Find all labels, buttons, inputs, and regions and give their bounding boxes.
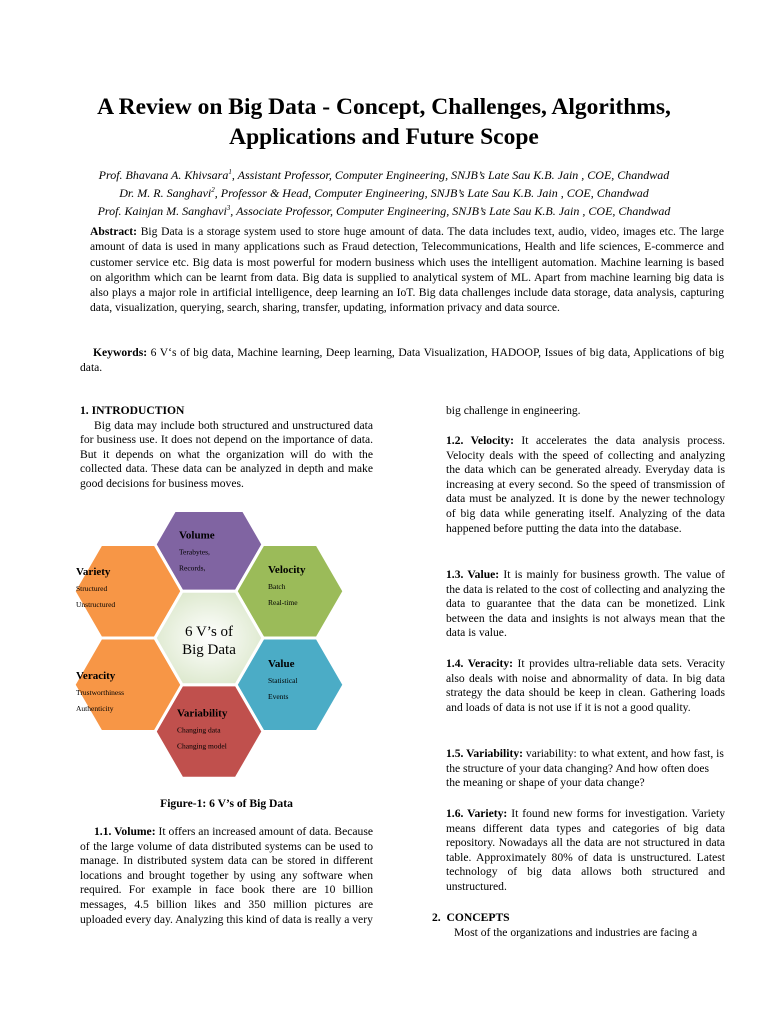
hex-title: Volume xyxy=(179,529,215,542)
variety-text: It found new forms for investigation. Variety means different data types and categories of big data repository. Nowadays all the data are not structured in data table. Approximately 80% of data is unstructured. Latest technology of big data allows both structured and unstructured. xyxy=(446,807,726,893)
hex-line-1: Statistical xyxy=(268,675,298,685)
volume-continued-text: big challenge in engineering. xyxy=(446,404,581,417)
concepts-title: CONCEPTS xyxy=(446,911,510,924)
intro-heading: 1. INTRODUCTION xyxy=(80,404,185,417)
center-label-line-2: Big Data xyxy=(182,642,236,658)
author-sup: 1 xyxy=(228,168,232,176)
hex-title: Velocity xyxy=(268,564,306,577)
paper-title xyxy=(40,92,728,152)
keywords-label: Keywords: xyxy=(93,346,148,359)
hex-title: Variety xyxy=(76,566,111,579)
author-affiliation: , Associate Professor, Computer Engineering, SNJB’s Late Sau K.B. Jain , COE, Chandwad xyxy=(230,204,671,218)
section-veracity xyxy=(446,657,725,715)
velocity-text: It accelerates the data analysis process. Velocity deals with the speed of collecting and analyzing the data which can be generated already. Everyday data is increasing at every second. So the speed of transmission of data must be analyzed. It is done by the newer technology of big data while generating itself. Analyzing of the data happened before putting the data into the database. xyxy=(446,434,726,535)
hex-title: Veracity xyxy=(76,669,116,682)
hex-line-1: Changing data xyxy=(177,725,221,735)
concepts-heading xyxy=(432,911,725,926)
volume-text: It offers an increased amount of data. Because of the large volume of data distributed systems can be used to manage. In distributed system data can be stored in different locations and brought together by using any software when required. For example in face book there are 10 billion messages, 4.5 billion likes and 350 million pictures are uploaded every day. Analyzing this kind of data is really a very xyxy=(80,825,373,926)
hex-title: Variability xyxy=(177,707,228,720)
title-line-1: A Review on Big Data - Concept, Challenges, Algorithms, xyxy=(97,94,671,120)
hex-line-2: Unstructured xyxy=(76,600,116,610)
figure-6vs-diagram xyxy=(66,512,366,782)
volume-label: 1.1. Volume: xyxy=(94,825,156,838)
keywords xyxy=(80,345,724,376)
concepts-number: 2. xyxy=(432,911,441,924)
section-volume xyxy=(80,825,373,927)
intro-text: Big data may include both structured and unstructured data for business use. It does not depend on the importance of data. But it depends on what the organization will do with the collected data. These data can be analyzed in depth and make good decisions for business moves. xyxy=(80,418,373,490)
center-label-line-1: 6 V’s of xyxy=(184,624,234,640)
section-value xyxy=(446,568,725,641)
hex-line-1: Trustworthiness xyxy=(76,687,125,697)
section-variability xyxy=(446,747,725,791)
hex-line-1: Batch xyxy=(268,582,286,592)
author-3 xyxy=(40,201,728,219)
author-affiliation: , Professor & Head, Computer Engineering, SNJB’s Late Sau K.B. Jain , COE, Chandwad xyxy=(214,186,649,200)
hex-line-1: Terabytes, xyxy=(179,547,210,557)
concepts-text: Most of the organizations and industries are facing a xyxy=(454,925,698,939)
abstract xyxy=(90,224,724,316)
velocity-label: 1.2. Velocity: xyxy=(446,434,514,447)
author-name: Dr. M. R. Sanghavi xyxy=(119,186,212,200)
keywords-text: 6 V‘s of big data, Machine learning, Deep learning, Data Visualization, HADOOP, Issues of big data, Applications of big data. xyxy=(80,346,724,375)
hex-line-1: Structured xyxy=(76,584,108,594)
hex-line-2: Changing model xyxy=(177,741,227,751)
section-introduction xyxy=(80,404,373,492)
author-list xyxy=(40,165,728,219)
author-name: Prof. Bhavana A. Khivsara xyxy=(98,168,229,182)
author-1 xyxy=(40,165,728,183)
hex-title: Value xyxy=(268,657,295,670)
variety-label: 1.6. Variety: xyxy=(446,807,508,820)
hex-line-2: Authenticity xyxy=(76,703,114,713)
value-text: It is mainly for business growth. The value of the data is related to the cost of collecting and analyzing the data to guarantee that the data can be monetized. Link between the data and insights is not always mean that the data is value. xyxy=(446,568,725,640)
veracity-text: It provides ultra-reliable data sets. Veracity also deals with noise and abnormality of data. In big data strategy the data should be keep in clean. Gathering loads and loads of data is not use if it is not a good quality. xyxy=(446,657,725,714)
value-label: 1.3. Value: xyxy=(446,568,500,581)
veracity-label: 1.4. Veracity: xyxy=(446,657,513,670)
volume-continued xyxy=(446,404,725,419)
variability-label: 1.5. Variability: xyxy=(446,747,523,760)
abstract-text: Big Data is a storage system used to store huge amount of data. The data includes text, audio, video, images etc. The large amount of data is used in many applications such as Fraud detection, Telecommunications, Health and life sciences, E-commerce and customer service etc. Big data is most powerful for modern business which uses the intelligent automation. Machine learning is based on algorithm which can be learnt from data. Big data is supplied to analytical system of ML. Apart from machine learning big data is also plays a major role in artificial intelligence, deep learning an IoT. Big data challenges include data storage, data analysis, capturing data, visualization, querying, search, sharing, transfer, updating, information privacy and data source. xyxy=(90,225,724,315)
author-sup: 2 xyxy=(211,186,215,194)
section-variety xyxy=(446,807,725,895)
section-concepts xyxy=(432,911,725,940)
hex-line-2: Records, xyxy=(179,563,206,573)
hex-line-2: Events xyxy=(268,691,289,701)
author-sup: 3 xyxy=(226,204,231,212)
abstract-label: Abstract: xyxy=(90,225,138,238)
hex-line-2: Real-time xyxy=(268,598,298,608)
author-2 xyxy=(40,183,728,201)
figure-caption: Figure-1: 6 V’s of Big Data xyxy=(160,797,293,810)
variability-text: variability: to what extent, and how fast, is the structure of your data changing? And how often does the meaning or shape of your data change? xyxy=(446,747,724,790)
title-line-2: Applications and Future Scope xyxy=(229,124,539,150)
author-affiliation: , Assistant Professor, Computer Engineering, SNJB’s Late Sau K.B. Jain , COE, Chandwad xyxy=(231,168,670,182)
section-velocity xyxy=(446,434,725,536)
author-name: Prof. Kainjan M. Sanghavi xyxy=(97,204,227,218)
